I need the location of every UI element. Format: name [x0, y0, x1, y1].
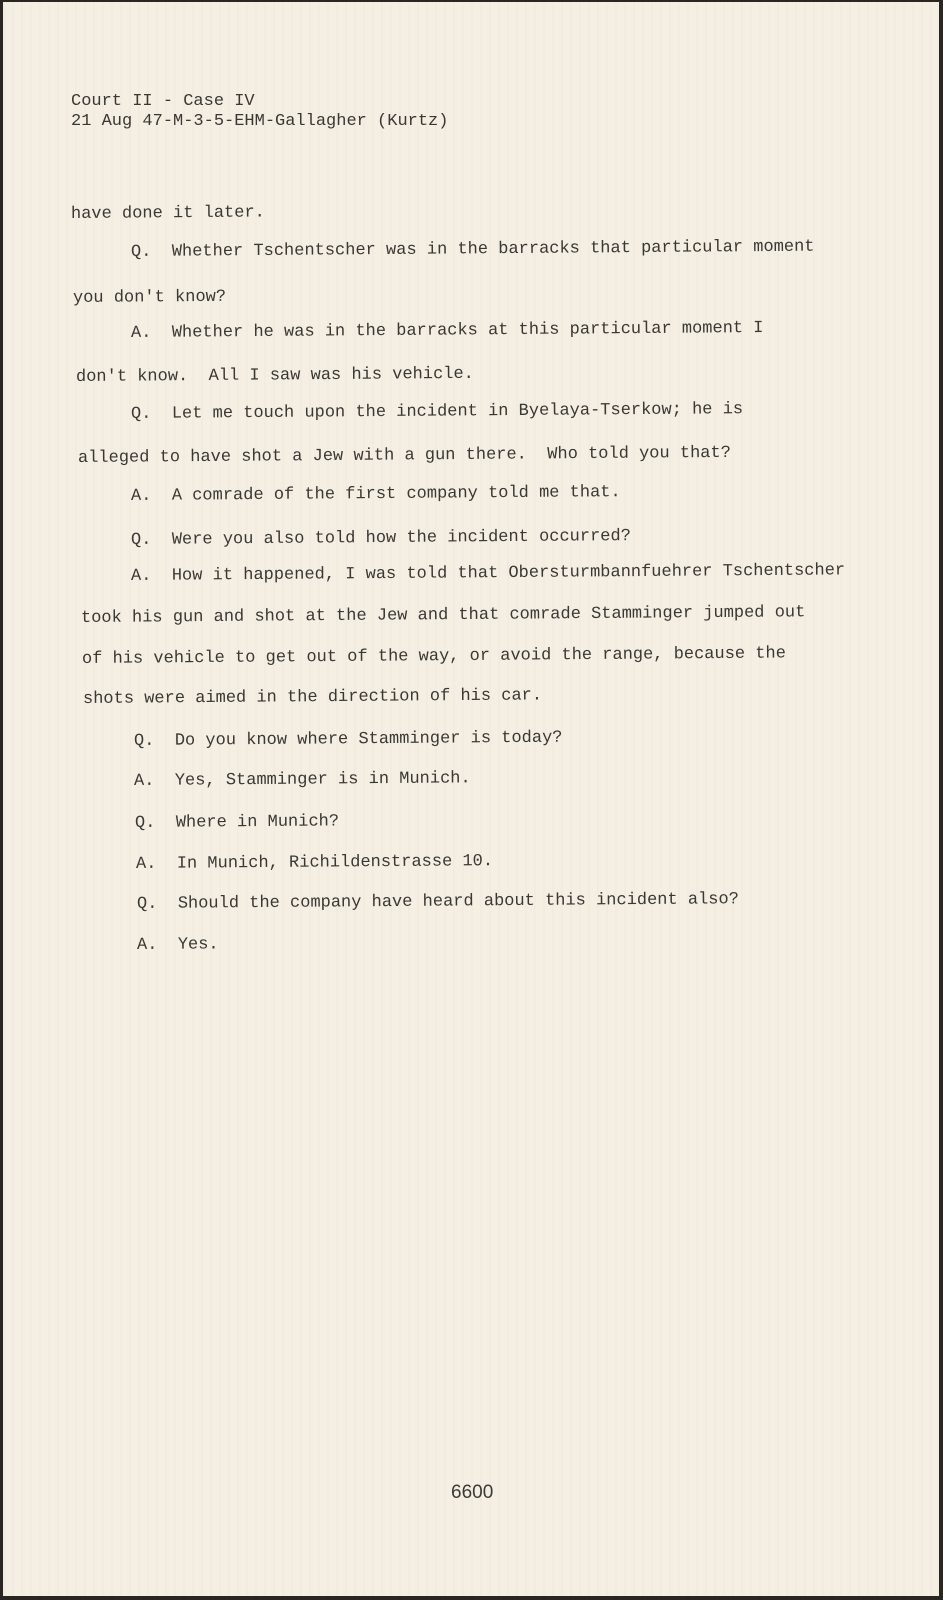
header-case: Court II - Case IV — [71, 92, 255, 111]
transcript-line: shots were aimed in the direction of his car. — [82, 686, 543, 709]
question-line: Q. Whether Tschentscher was in the barracks that particular moment — [130, 237, 815, 262]
question-line: Q. Where in Munich? — [134, 812, 340, 833]
page-number: 6600 — [451, 1482, 494, 1503]
answer-line: A. Yes. — [136, 935, 219, 955]
answer-line: A. How it happened, I was told that Obersturmbannfuehrer Tschentscher — [130, 561, 846, 586]
answer-line: A. In Munich, Richildenstrasse 10. — [135, 852, 494, 874]
transcript-line: don't know. All I saw was his vehicle. — [75, 364, 474, 387]
question-line: Q. Do you know where Stamminger is today? — [133, 728, 563, 751]
document-page — [3, 2, 939, 1596]
answer-line: A. Whether he was in the barracks at this particular moment I — [130, 319, 764, 343]
question-line: Q. Were you also told how the incident occurred? — [130, 527, 631, 550]
transcript-line: you don't know? — [72, 287, 227, 308]
transcript-line: of his vehicle to get out of the way, or avoid the range, because the — [81, 644, 786, 669]
transcript-line: took his gun and shot at the Jew and that comrade Stamminger jumped out — [80, 603, 806, 628]
header-session: 21 Aug 47-M-3-5-EHM-Gallagher (Kurtz) — [71, 112, 449, 131]
question-line: Q. Let me touch upon the incident in Byelaya-Tserkow; he is — [130, 400, 744, 424]
answer-line: A. A comrade of the first company told me that. — [130, 483, 621, 506]
answer-line: A. Yes, Stamminger is in Munich. — [133, 769, 471, 791]
question-line: Q. Should the company have heard about this incident also? — [136, 890, 739, 914]
transcript-line: alleged to have shot a Jew with a gun there. Who told you that? — [77, 443, 731, 468]
transcript-line: have done it later. — [70, 203, 265, 224]
